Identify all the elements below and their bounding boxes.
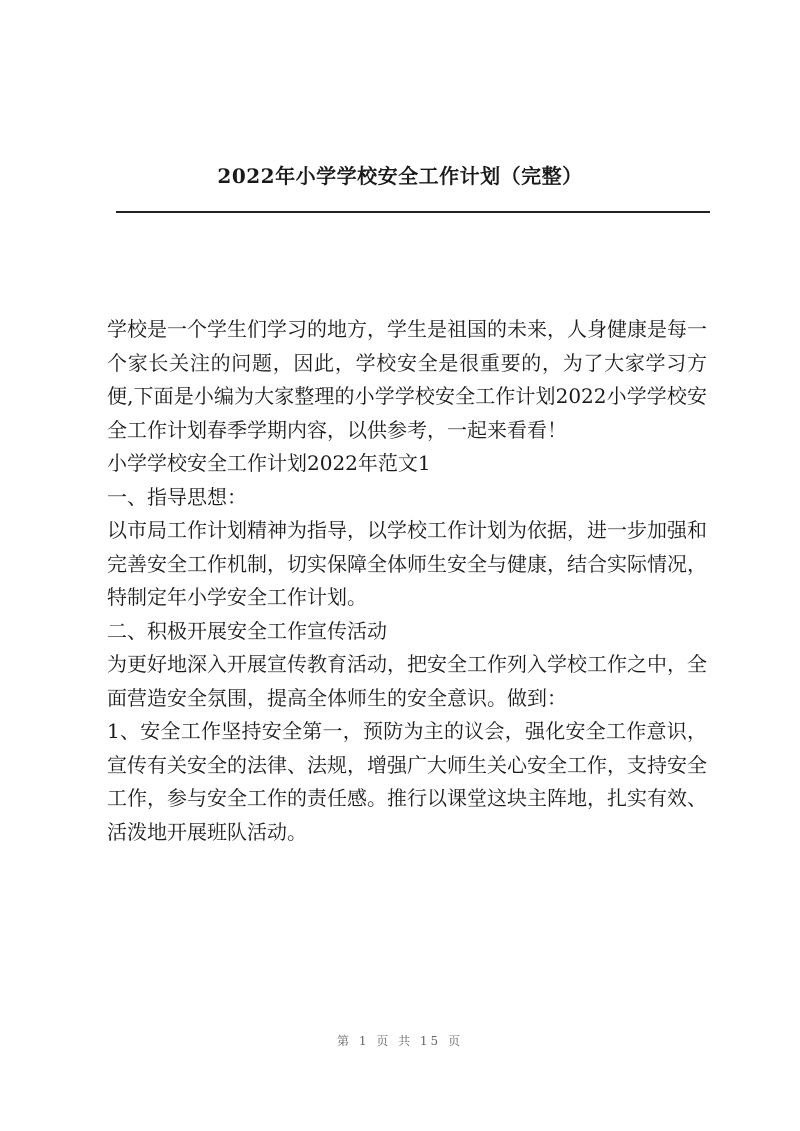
section-heading-guiding-thought: 一、指导思想： xyxy=(107,484,247,509)
page-number-footer: 第 1 页 共 15 页 xyxy=(337,1034,463,1048)
title-divider xyxy=(116,211,710,213)
document-title: 2022年小学学校安全工作计划（完整） xyxy=(217,164,583,188)
section-heading-publicity: 二、积极开展安全工作宣传活动 xyxy=(107,618,387,643)
document-body xyxy=(107,313,707,849)
paragraph-publicity: 为更好地深入开展宣传教育活动，把安全工作列入学校工作之中，全面营造安全氛围，提高全体师生的安全意识。做到： xyxy=(107,652,707,710)
paragraph-guiding-thought: 以市局工作计划精神为指导，以学校工作计划为依据，进一步加强和完善安全工作机制，切实保障全体师生安全与健康，结合实际情况，特制定年小学安全工作计划。 xyxy=(107,518,707,609)
paragraph-item-1: 1、安全工作坚持安全第一，预防为主的议会，强化安全工作意识，宣传有关安全的法律、法规，增强广大师生关心安全工作，支持安全工作，参与安全工作的责任感。推行以课堂这块主阵地，扎实有效、活泼地开展班队活动。 xyxy=(107,719,707,844)
paragraph-intro: 学校是一个学生们学习的地方，学生是祖国的未来，人身健康是每一个家长关注的问题，因此，学校安全是很重要的，为了大家学习方便,下面是小编为大家整理的小学学校安全工作计划2022小学学校安全工作计划春季学期内容，以供参考，一起来看看！ xyxy=(107,317,707,442)
paragraph-sample-heading: 小学学校安全工作计划2022年范文1 xyxy=(107,451,431,475)
